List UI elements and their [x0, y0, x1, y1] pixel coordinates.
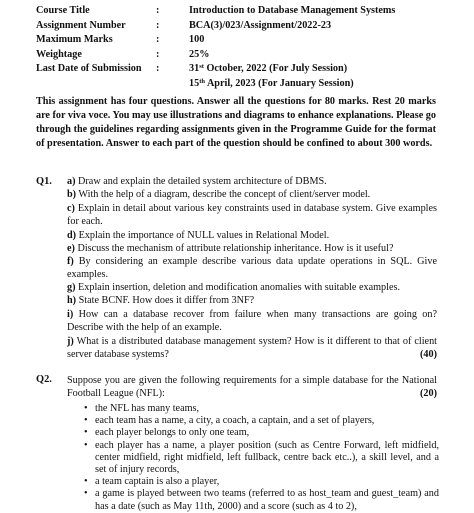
info-row-maximum-marks [36, 33, 449, 48]
list-item [84, 488, 439, 512]
list-item [84, 415, 439, 427]
weightage-value: 25% [189, 48, 210, 60]
list-item [84, 403, 439, 415]
part-text: Discuss the mechanism of attribute relationship inheritance. How is it useful? [74, 243, 394, 254]
question-2-marks: (20) [420, 388, 437, 399]
part-letter: h) [67, 295, 77, 306]
bullet-icon: • [84, 415, 88, 427]
part-text: Draw and explain the detailed system architecture of DBMS. [75, 176, 327, 187]
question-2-number: Q2. [36, 374, 52, 385]
part-text: By considering an example describe various data update operations in SQL. Give examples. [67, 256, 437, 280]
list-item-text: each team has a name, a city, a coach, a captain, and a set of players, [95, 415, 375, 427]
list-item-text: each player belongs to only one team, [95, 427, 250, 439]
instructions-paragraph: This assignment has four questions. Answer all the questions for 80 marks. Rest 20 marks are for viva voce. You may use illustrations and diagrams to enhance explanations. Please go through the guidelines regarding assignments given in the Programme Guide for the format of presentation. Answer to each part of the question should be confined to about 300 words. [36, 96, 436, 149]
part-text: With the help of a diagram, describe the concept of client/server model. [76, 189, 371, 200]
last-date-january-day: 15 [189, 77, 200, 89]
list-item-text: a team captain is also a player, [95, 476, 220, 488]
bullet-icon: • [84, 476, 88, 488]
bullet-icon: • [84, 403, 88, 414]
part-letter: g) [67, 282, 76, 293]
last-date-label: Last Date of Submission [36, 63, 142, 74]
colon: : [156, 19, 160, 31]
last-date-january-rest: April, 2023 (For January Session) [204, 77, 354, 89]
bullet-icon: • [84, 439, 88, 451]
last-date-july-suffix: st [199, 62, 204, 70]
weightage-label: Weightage [36, 48, 82, 60]
part-text: Explain the importance of NULL values in Relational Model. [76, 230, 330, 241]
question-1-part-h [67, 295, 437, 308]
part-letter: f) [67, 256, 74, 267]
last-date-january-suffix: th [199, 77, 205, 85]
question-1-part-c [67, 203, 437, 228]
maximum-marks-label: Maximum Marks [36, 34, 113, 45]
course-title-value: Introduction to Database Management Systems [189, 5, 396, 16]
list-item [84, 427, 439, 439]
question-1-part-a [67, 176, 437, 189]
assignment-number-label: Assignment Number [36, 19, 126, 31]
question-1-part-e [67, 243, 437, 256]
assignment-info-table [36, 4, 449, 91]
question-1-part-f [67, 256, 437, 281]
bullet-icon: • [84, 427, 88, 439]
requirements-list [84, 403, 439, 513]
last-date-july-rest: October, 2022 (For July Session) [203, 63, 348, 74]
colon: : [156, 5, 160, 16]
part-text: How can a database recover from failure when many transactions are going on? Describe with the help of an example. [67, 309, 437, 333]
part-letter: c) [67, 203, 75, 214]
colon: : [156, 48, 160, 60]
colon: : [156, 63, 160, 74]
question-1-part-d [67, 230, 437, 243]
question-1-marks: (40) [420, 348, 437, 360]
question-1-part-j [67, 336, 437, 361]
part-letter: a) [67, 176, 76, 187]
part-text: What is a distributed database management system? How is it different to that of client server database systems? [67, 336, 437, 360]
maximum-marks-value: 100 [189, 34, 205, 45]
part-text: Explain in detail about various key constraints used in database system. Give examples for each. [67, 203, 437, 227]
info-row-last-date [36, 62, 449, 77]
last-date-july-day: 31 [189, 63, 200, 74]
last-date-january-session [189, 77, 449, 92]
list-item-text: the NFL has many teams, [95, 403, 200, 414]
part-letter: i) [67, 309, 74, 320]
info-row-weightage [36, 48, 449, 63]
part-letter: d) [67, 230, 77, 241]
list-item [84, 440, 439, 477]
question-1-part-b [67, 189, 437, 202]
info-row-assignment-number [36, 19, 449, 34]
part-letter: b) [67, 189, 77, 200]
question-2-intro-text: Suppose you are given the following requirements for a simple database for the National Football League (NFL): [67, 375, 437, 399]
part-letter: j) [67, 336, 74, 347]
colon: : [156, 34, 160, 45]
part-letter: e) [67, 243, 75, 254]
question-1-part-g [67, 282, 437, 295]
bullet-icon: • [84, 488, 88, 500]
part-text: Explain insertion, deletion and modification anomalies with suitable examples. [75, 282, 401, 293]
list-item-text: a game is played between two teams (referred to as host_team and guest_team) and has a date (such as May 11th, 2000) and a score (such as 4 to 2), [95, 488, 439, 512]
part-text: State BCNF. How does it differ from 3NF? [76, 295, 255, 306]
question-1-part-i [67, 309, 437, 334]
question-2-intro [67, 374, 437, 400]
course-title-label: Course Title [36, 5, 90, 16]
assignment-number-value: BCA(3)/023/Assignment/2022-23 [189, 19, 332, 31]
list-item-text: each player has a name, a player position (such as Centre Forward, left midfield, center midfield, right midfield, left fullback, centre back etc..), a skill level, and a set of injury records, [95, 439, 439, 476]
info-row-last-date-2 [36, 77, 449, 92]
last-date-july-session [189, 62, 449, 77]
question-1-number: Q1. [36, 176, 52, 187]
info-row-course-title [36, 4, 449, 19]
list-item [84, 476, 439, 488]
